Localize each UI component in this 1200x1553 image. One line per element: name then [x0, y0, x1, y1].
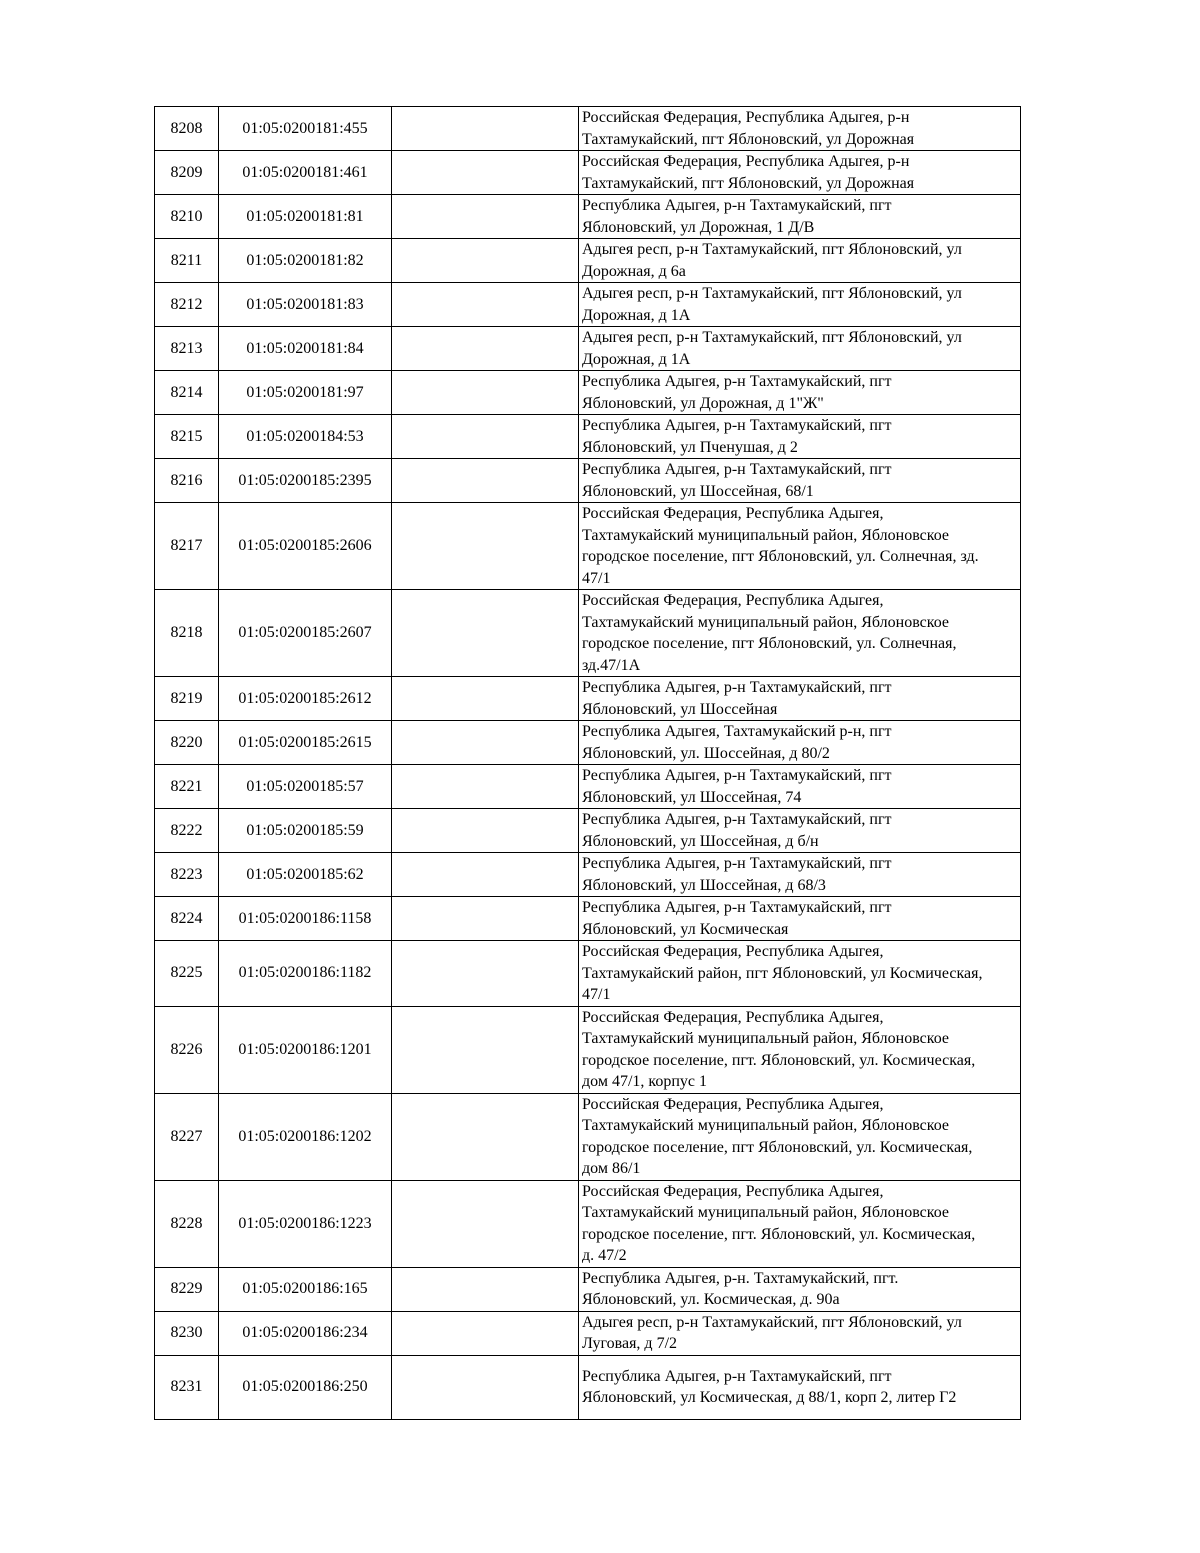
address-line: Дорожная, д 1А — [582, 306, 691, 324]
table-row — [155, 239, 1021, 283]
table-row — [155, 415, 1021, 459]
empty-cell — [392, 239, 579, 283]
address-cell — [579, 765, 1021, 809]
address-cell — [579, 897, 1021, 941]
empty-cell — [392, 941, 579, 1007]
address-line: Дорожная, д 6а — [582, 262, 686, 280]
address-line: Яблоновский, ул. Космическая, д. 90а — [582, 1291, 840, 1308]
table-row — [155, 765, 1021, 809]
empty-cell — [392, 765, 579, 809]
row-number-cell: 8228 — [155, 1180, 219, 1267]
table-row — [155, 1006, 1021, 1093]
empty-cell — [392, 721, 579, 765]
address-line: Яблоновский, ул Шоссейная, д 68/3 — [582, 876, 826, 894]
address-line: Тахтамукайский, пгт Яблоновский, ул Дорожная — [582, 130, 915, 148]
row-number-cell: 8213 — [155, 327, 219, 371]
address-line: Республика Адыгея, р-н Тахтамукайский, пгт — [582, 417, 892, 434]
row-number-cell: 8220 — [155, 721, 219, 765]
address-line: Республика Адыгея, р-н Тахтамукайский, пгт — [582, 855, 892, 872]
table-row — [155, 809, 1021, 853]
address-line: городское поселение, пгт Яблоновский, ул. Космическая, — [582, 1138, 973, 1156]
address-line: Российская Федерация, Республика Адыгея, — [582, 1008, 884, 1026]
empty-cell — [392, 1267, 579, 1311]
address-line: городское поселение, пгт. Яблоновский, ул. Космическая, — [582, 1051, 976, 1069]
row-number-cell: 8224 — [155, 897, 219, 941]
row-number-cell: 8212 — [155, 283, 219, 327]
empty-cell — [392, 283, 579, 327]
table-row — [155, 371, 1021, 415]
address-line: Российская Федерация, Республика Адыгея, — [582, 1095, 884, 1113]
empty-cell — [392, 809, 579, 853]
table-row — [155, 590, 1021, 677]
address-line: Яблоновский, ул Шоссейная, 74 — [582, 788, 802, 806]
row-number-cell: 8223 — [155, 853, 219, 897]
table-row — [155, 721, 1021, 765]
address-line: Российская Федерация, Республика Адыгея, р-н — [582, 109, 910, 126]
empty-cell — [392, 1180, 579, 1267]
address-cell — [579, 195, 1021, 239]
address-cell — [579, 1006, 1021, 1093]
table-row — [155, 283, 1021, 327]
empty-cell — [392, 1355, 579, 1419]
address-line: Тахтамукайский муниципальный район, Яблоновское — [582, 1117, 950, 1134]
address-cell — [579, 853, 1021, 897]
address-line: Российская Федерация, Республика Адыгея, — [582, 943, 884, 960]
address-cell — [579, 371, 1021, 415]
empty-cell — [392, 853, 579, 897]
cadastral-number-cell: 01:05:0200184:53 — [219, 415, 392, 459]
address-cell — [579, 677, 1021, 721]
address-cell — [579, 1267, 1021, 1311]
address-cell — [579, 1093, 1021, 1180]
table-row — [155, 107, 1021, 151]
address-cell — [579, 283, 1021, 327]
address-line: Тахтамукайский район, пгт Яблоновский, ул Космическая, — [582, 964, 983, 982]
cadastral-number-cell: 01:05:0200186:165 — [219, 1267, 392, 1311]
row-number-cell: 8214 — [155, 371, 219, 415]
cadastral-number-cell: 01:05:0200185:62 — [219, 853, 392, 897]
cadastral-number-cell: 01:05:0200186:1201 — [219, 1006, 392, 1093]
table-row — [155, 503, 1021, 590]
address-line: Республика Адыгея, р-н Тахтамукайский, пгт — [582, 197, 892, 214]
cadastral-number-cell: 01:05:0200185:2395 — [219, 459, 392, 503]
cadastral-number-cell: 01:05:0200186:250 — [219, 1355, 392, 1419]
row-number-cell: 8210 — [155, 195, 219, 239]
address-line: Республика Адыгея, р-н Тахтамукайский, пгт — [582, 811, 892, 828]
address-line: Яблоновский, ул Шоссейная, д б/н — [582, 832, 819, 850]
cadastral-number-cell: 01:05:0200185:59 — [219, 809, 392, 853]
empty-cell — [392, 195, 579, 239]
address-cell — [579, 1355, 1021, 1419]
address-cell — [579, 151, 1021, 195]
address-cell — [579, 1180, 1021, 1267]
address-line: Адыгея респ, р-н Тахтамукайский, пгт Яблоновский, ул — [582, 285, 962, 302]
empty-cell — [392, 1006, 579, 1093]
address-cell — [579, 941, 1021, 1007]
address-line: Тахтамукайский, пгт Яблоновский, ул Дорожная — [582, 174, 915, 192]
table-row — [155, 677, 1021, 721]
row-number-cell: 8219 — [155, 677, 219, 721]
row-number-cell: 8221 — [155, 765, 219, 809]
address-line: д. 47/2 — [582, 1247, 627, 1264]
address-line: Яблоновский, ул Шоссейная — [582, 700, 778, 718]
address-cell — [579, 459, 1021, 503]
address-cell — [579, 415, 1021, 459]
address-cell — [579, 721, 1021, 765]
address-line: Яблоновский, ул Дорожная, 1 Д/В — [582, 218, 815, 236]
address-line: Российская Федерация, Республика Адыгея, р-н — [582, 153, 910, 170]
row-number-cell: 8227 — [155, 1093, 219, 1180]
address-line: Республика Адыгея, р-н Тахтамукайский, пгт — [582, 679, 892, 696]
empty-cell — [392, 1311, 579, 1355]
empty-cell — [392, 327, 579, 371]
cadastral-number-cell: 01:05:0200185:2615 — [219, 721, 392, 765]
address-line: зд.47/1А — [582, 656, 641, 674]
table-row — [155, 853, 1021, 897]
empty-cell — [392, 107, 579, 151]
address-cell — [579, 590, 1021, 677]
row-number-cell: 8215 — [155, 415, 219, 459]
address-line: Российская Федерация, Республика Адыгея, — [582, 592, 884, 609]
address-line: Тахтамукайский муниципальный район, Яблоновское — [582, 1204, 950, 1221]
table-row — [155, 195, 1021, 239]
address-line: 47/1 — [582, 986, 611, 1003]
table-row — [155, 151, 1021, 195]
cadastral-number-cell: 01:05:0200186:1182 — [219, 941, 392, 1007]
row-number-cell: 8211 — [155, 239, 219, 283]
address-line: дом 86/1 — [582, 1160, 641, 1177]
address-line: Тахтамукайский муниципальный район, Яблоновское — [582, 613, 950, 631]
address-line: Республика Адыгея, Тахтамукайский р-н, пгт — [582, 723, 892, 740]
address-cell — [579, 809, 1021, 853]
row-number-cell: 8209 — [155, 151, 219, 195]
address-line: Республика Адыгея, р-н Тахтамукайский, пгт — [582, 899, 892, 916]
empty-cell — [392, 459, 579, 503]
cadastral-number-cell: 01:05:0200185:57 — [219, 765, 392, 809]
empty-cell — [392, 151, 579, 195]
table-row — [155, 1093, 1021, 1180]
address-line: Яблоновский, ул Пченушая, д 2 — [582, 438, 798, 456]
address-line: Российская Федерация, Республика Адыгея, — [582, 1182, 884, 1200]
registry-table-body — [155, 107, 1021, 1420]
row-number-cell: 8218 — [155, 590, 219, 677]
cadastral-number-cell: 01:05:0200181:82 — [219, 239, 392, 283]
cadastral-number-cell: 01:05:0200181:97 — [219, 371, 392, 415]
row-number-cell: 8226 — [155, 1006, 219, 1093]
address-line: Адыгея респ, р-н Тахтамукайский, пгт Яблоновский, ул — [582, 1313, 962, 1331]
cadastral-number-cell: 01:05:0200186:1158 — [219, 897, 392, 941]
address-line: Республика Адыгея, р-н Тахтамукайский, пгт — [582, 1367, 892, 1385]
address-line: городское поселение, пгт Яблоновский, ул. Солнечная, — [582, 635, 957, 652]
table-row — [155, 1267, 1021, 1311]
address-line: Яблоновский, ул Дорожная, д 1"Ж" — [582, 394, 824, 412]
address-line: Тахтамукайский муниципальный район, Яблоновское — [582, 526, 950, 544]
row-number-cell: 8231 — [155, 1355, 219, 1419]
row-number-cell: 8222 — [155, 809, 219, 853]
address-line: Яблоновский, ул Космическая — [582, 920, 789, 938]
address-line: Адыгея респ, р-н Тахтамукайский, пгт Яблоновский, ул — [582, 329, 962, 346]
address-cell — [579, 239, 1021, 283]
address-line: городское поселение, пгт Яблоновский, ул. Солнечная, зд. — [582, 548, 979, 565]
table-row — [155, 941, 1021, 1007]
row-number-cell: 8230 — [155, 1311, 219, 1355]
address-line: Луговая, д 7/2 — [582, 1335, 678, 1352]
address-line: Российская Федерация, Республика Адыгея, — [582, 505, 884, 522]
row-number-cell: 8217 — [155, 503, 219, 590]
empty-cell — [392, 677, 579, 721]
empty-cell — [392, 415, 579, 459]
cadastral-number-cell: 01:05:0200181:81 — [219, 195, 392, 239]
row-number-cell: 8208 — [155, 107, 219, 151]
cadastral-number-cell: 01:05:0200181:461 — [219, 151, 392, 195]
address-line: Яблоновский, ул. Шоссейная, д 80/2 — [582, 744, 830, 762]
address-line: Яблоновский, ул Космическая, д 88/1, корп 2, литер Г2 — [582, 1389, 957, 1406]
table-row — [155, 1180, 1021, 1267]
address-cell — [579, 503, 1021, 590]
table-row — [155, 897, 1021, 941]
table-row — [155, 327, 1021, 371]
row-number-cell: 8229 — [155, 1267, 219, 1311]
table-row — [155, 1355, 1021, 1419]
address-line: Республика Адыгея, р-н Тахтамукайский, пгт — [582, 373, 892, 390]
cadastral-number-cell: 01:05:0200181:83 — [219, 283, 392, 327]
address-line: Дорожная, д 1А — [582, 350, 691, 368]
address-line: Республика Адыгея, р-н. Тахтамукайский, пгт. — [582, 1269, 899, 1287]
address-line: Адыгея респ, р-н Тахтамукайский, пгт Яблоновский, ул — [582, 241, 962, 258]
cadastral-number-cell: 01:05:0200181:455 — [219, 107, 392, 151]
address-line: Яблоновский, ул Шоссейная, 68/1 — [582, 482, 814, 500]
cadastral-number-cell: 01:05:0200181:84 — [219, 327, 392, 371]
cadastral-number-cell: 01:05:0200185:2606 — [219, 503, 392, 590]
cadastral-number-cell: 01:05:0200186:1223 — [219, 1180, 392, 1267]
row-number-cell: 8225 — [155, 941, 219, 1007]
cadastral-number-cell: 01:05:0200185:2612 — [219, 677, 392, 721]
address-cell — [579, 1311, 1021, 1355]
address-line: дом 47/1, корпус 1 — [582, 1073, 708, 1090]
address-cell — [579, 107, 1021, 151]
address-line: Тахтамукайский муниципальный район, Яблоновское — [582, 1030, 950, 1047]
empty-cell — [392, 503, 579, 590]
empty-cell — [392, 1093, 579, 1180]
table-row — [155, 1311, 1021, 1355]
address-line: Республика Адыгея, р-н Тахтамукайский, пгт — [582, 767, 892, 784]
registry-table — [154, 106, 1021, 1420]
address-line: городское поселение, пгт. Яблоновский, ул. Космическая, — [582, 1225, 976, 1243]
address-cell — [579, 327, 1021, 371]
cadastral-number-cell: 01:05:0200186:234 — [219, 1311, 392, 1355]
address-line: 47/1 — [582, 569, 611, 587]
cadastral-number-cell: 01:05:0200185:2607 — [219, 590, 392, 677]
cadastral-number-cell: 01:05:0200186:1202 — [219, 1093, 392, 1180]
empty-cell — [392, 590, 579, 677]
address-line: Республика Адыгея, р-н Тахтамукайский, пгт — [582, 461, 892, 478]
table-row — [155, 459, 1021, 503]
empty-cell — [392, 371, 579, 415]
row-number-cell: 8216 — [155, 459, 219, 503]
empty-cell — [392, 897, 579, 941]
